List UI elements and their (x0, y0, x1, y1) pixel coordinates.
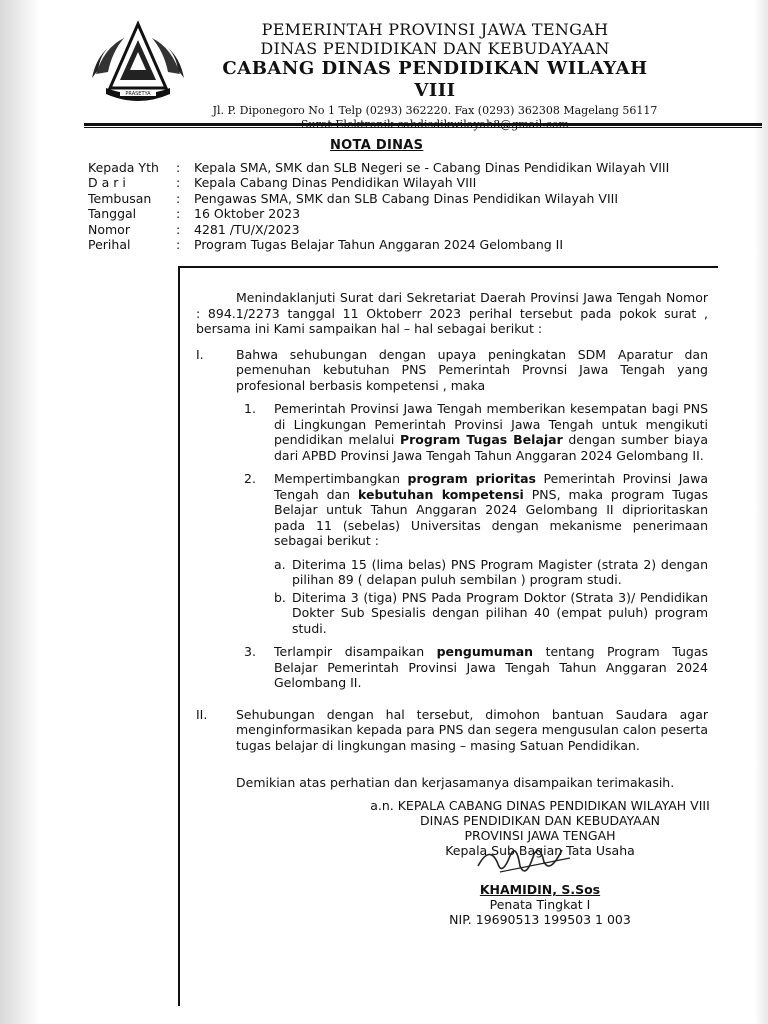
handwritten-signature-icon (470, 836, 580, 886)
item-number: 2. (244, 471, 256, 486)
list-item-1 (244, 401, 708, 463)
memo-header-fields (88, 160, 674, 252)
field-label: Kepada Yth (88, 160, 159, 175)
intro-paragraph: Menindaklanjuti Surat dari Sekretariat Daerah Provinsi Jawa Tengah Nomor : 894.1/2273 tanggal 11 Oktoberr 2023 perihal tersebut pada pokok surat , bersama ini Kami sampaikan hal – hal sebagai berikut : (196, 290, 708, 336)
field-label: Nomor (88, 221, 130, 237)
field-value: Kepala Cabang Dinas Pendidikan Wilayah VIII (194, 175, 477, 191)
field-colon: : (176, 206, 181, 222)
field-perihal (88, 237, 674, 252)
central-java-emblem-icon (86, 18, 190, 110)
item-number: 3. (244, 644, 256, 659)
field-kepada (88, 160, 674, 175)
field-value: 16 Oktober 2023 (194, 206, 301, 222)
letterhead-branch: CABANG DINAS PENDIDIKAN WILAYAH VIII (222, 58, 648, 101)
signatory-nip: NIP. 19690513 199503 1 003 (449, 912, 631, 927)
letterhead-address: Jl. P. Diponegoro No 1 Telp (0293) 362220. Fax (0293) 362308 Magelang 56117 (212, 104, 658, 117)
section-1-text: Bahwa sehubungan dengan upaya peningkatan SDM Aparatur dan pemenuhan kebutuhan PNS Pemerintah Provnsi Jawa Tengah yang profesional berbasis kompetensi , maka (236, 346, 708, 393)
list-item-3 (244, 644, 708, 691)
field-value: Kepala SMA, SMK dan SLB Negeri se - Cabang Dinas Pendidikan Wilayah VIII (194, 160, 670, 175)
field-label: D a r i (88, 175, 126, 191)
sub-item-letter: a. (274, 556, 286, 572)
section-2-text: Sehubungan dengan hal tersebut, dimohon bantuan Saudara agar menginformasikan kepada para PNS dan segera mengusulan calon peserta tugas belajar di lingkungan masing – masing Satuan Pendidikan. (236, 706, 708, 753)
letterhead-rule-thin (84, 127, 762, 128)
closing-sentence: Demikian atas perhatian dan kerjasamanya disampaikan terimakasih. (236, 775, 675, 790)
field-tembusan (88, 191, 674, 206)
sub-item-a (274, 557, 708, 588)
field-value: Pengawas SMA, SMK dan SLB Cabang Dinas Pendidikan Wilayah VIII (194, 190, 619, 206)
field-label: Tanggal (88, 206, 137, 222)
section-2 (196, 707, 708, 754)
signature-position: Kepala Sub Bagian Tata Usaha (445, 843, 635, 858)
page-edge-shadow (0, 0, 40, 1024)
letterhead (200, 20, 670, 132)
sub-item-text: Diterima 15 (lima belas) PNS Program Magister (strata 2) dengan pilihan 89 ( delapan puluh sembilan ) program studi. (292, 556, 708, 587)
field-colon: : (176, 237, 181, 253)
signature-agency: DINAS PENDIDIKAN DAN KEBUDAYAAN (420, 813, 660, 828)
sub-item-b (274, 590, 708, 637)
item-1-text: Pemerintah Provinsi Jawa Tengah memberikan kesempatan bagi PNS di Lingkungan Pemerintah Provinsi Jawa Tengah untuk mengikuti pendidikan melalui Program Tugas Belajar dengan sumber biaya dari APBD Provinsi Jawa Tengah Tahun Anggaran 2024 Gelombang II. (274, 401, 708, 463)
letterhead-rule-thick (84, 123, 762, 126)
letterhead-government: PEMERINTAH PROVINSI JAWA TENGAH (261, 20, 609, 39)
field-value: Program Tugas Belajar Tahun Anggaran 2024 Gelombang II (194, 237, 564, 253)
field-tanggal (88, 206, 674, 221)
field-label: Tembusan (88, 190, 152, 206)
signatory-rank: Penata Tingkat I (489, 897, 591, 912)
field-dari (88, 175, 674, 190)
item-3-text: Terlampir disampaikan pengumuman tentang Program Tugas Belajar Pemerintah Provinsi Jawa Tengah Tahun Anggaran 2024 Gelombang II. (274, 644, 708, 690)
body-separator-vertical (178, 266, 180, 1006)
field-colon: : (176, 221, 181, 237)
document-title: NOTA DINAS (330, 138, 424, 153)
list-item-2 (244, 471, 708, 636)
sub-item-text: Diterima 3 (tiga) PNS Pada Program Doktor (Strata 3)/ Pendidikan Dokter Sub Spesialis dengan pilihan 40 (empat puluh) program studi. (292, 589, 708, 636)
page-edge-shadow-right (754, 0, 768, 1024)
memo-body (196, 290, 708, 791)
field-value: 4281 /TU/X/2023 (194, 221, 300, 237)
signatory-name: KHAMIDIN, S.Sos (479, 882, 601, 897)
signature-on-behalf: a.n. KEPALA CABANG DINAS PENDIDIKAN WILAYAH VIII (370, 798, 710, 813)
item-2-text: Mempertimbangkan program prioritas Pemerintah Provinsi Jawa Tengah dan kebutuhan kompetensi PNS, maka program Tugas Belajar untuk Tahun Anggaran 2024 Gelombang II diprioritaskan pada 11 (sebelas) Universitas dengan mekanisme penerimaan sebagai berikut : a. Diterima 15 (lima belas) PNS Program Magister (strata 2) dengan pilihan 89 ( delapan puluh sembilan ) program studi. b. Diterima 3 (tiga) PNS Pada Program Doktor (Strata 3)/ Pendidikan Dokter Sub Spesialis dengan pilihan 40 (empat puluh) program studi. (274, 471, 708, 636)
field-nomor (88, 222, 674, 237)
field-colon: : (176, 190, 181, 206)
field-label: Perihal (88, 237, 131, 253)
sub-item-letter: b. (274, 589, 286, 605)
section-1 (196, 347, 708, 691)
section-number: II. (196, 706, 208, 722)
section-number: I. (196, 346, 204, 362)
body-separator-horizontal (178, 266, 718, 268)
letterhead-agency: DINAS PENDIDIKAN DAN KEBUDAYAAN (260, 39, 610, 58)
item-number: 1. (244, 401, 256, 416)
svg-text:PRASETYA: PRASETYA (125, 91, 151, 97)
signature-province: PROVINSI JAWA TENGAH (464, 828, 616, 843)
field-colon: : (176, 175, 181, 191)
field-colon: : (176, 160, 181, 175)
